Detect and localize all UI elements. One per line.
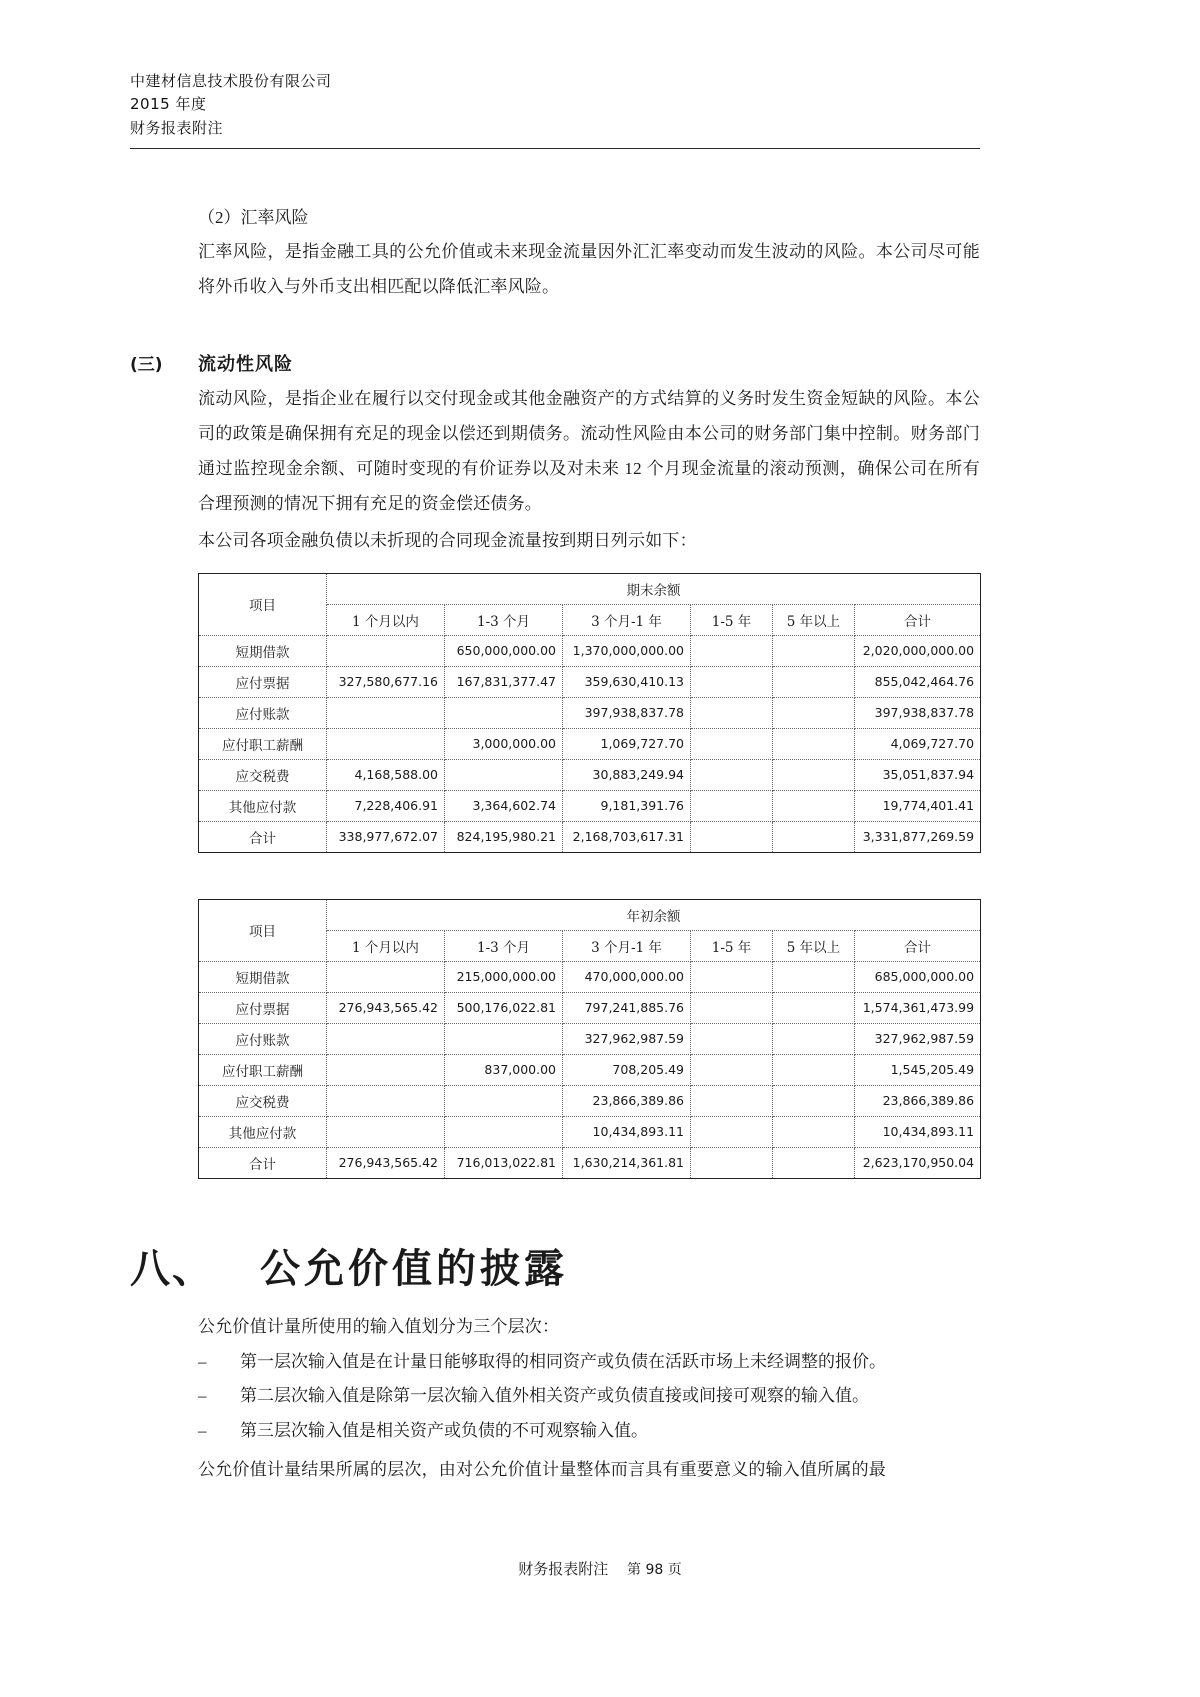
total-value [691, 821, 773, 852]
row-label: 应付账款 [199, 697, 327, 728]
table-period-end-wrap [198, 573, 980, 853]
liquidity-risk-title: 流动性风险 [198, 354, 293, 375]
row-value [691, 1023, 773, 1054]
row-value: 2,020,000,000.00 [855, 635, 981, 666]
table-total-row [199, 821, 981, 852]
col-header-item: 项目 [199, 573, 327, 635]
table-row [199, 1116, 981, 1147]
row-value [327, 1023, 445, 1054]
row-value: 35,051,837.94 [855, 759, 981, 790]
fair-value-lead: 公允价值计量所使用的输入值划分为三个层次： [198, 1316, 560, 1336]
total-label: 合计 [199, 1147, 327, 1178]
list-item [198, 1345, 980, 1380]
row-value [773, 1085, 855, 1116]
total-value: 2,623,170,950.04 [855, 1147, 981, 1178]
row-value: 837,000.00 [445, 1054, 563, 1085]
row-value [773, 961, 855, 992]
list-item-text: 第二层次输入值是除第一层次输入值外相关资产或负债直接或间接可观察的输入值。 [240, 1386, 869, 1406]
row-value: 708,205.49 [563, 1054, 691, 1085]
fair-value-heading [130, 1237, 980, 1294]
row-value [327, 697, 445, 728]
row-label: 应付票据 [199, 666, 327, 697]
liquidity-risk-paragraph: 流动风险，是指企业在履行以交付现金或其他金融资产的方式结算的义务时发生资金短缺的风险。本公司的政策是确保拥有充足的现金以偿还到期债务。流动性风险由本公司的财务部门集中控制。财务部门通过监控现金余额、可随时变现的有价证券以及对未来 12 个月现金流量的滚动预测，确保公司在所有合理预测的情况下拥有充足的资金偿还债务。 [198, 389, 980, 513]
row-value: 23,866,389.86 [563, 1085, 691, 1116]
row-value: 397,938,837.78 [563, 697, 691, 728]
table-row [199, 961, 981, 992]
row-value: 10,434,893.11 [855, 1116, 981, 1147]
row-value: 4,168,588.00 [327, 759, 445, 790]
row-value: 470,000,000.00 [563, 961, 691, 992]
list-item-text: 第一层次输入值是在计量日能够取得的相同资产或负债在活跃市场上未经调整的报价。 [240, 1351, 886, 1371]
total-value: 716,013,022.81 [445, 1147, 563, 1178]
table-period-begin [198, 899, 981, 1179]
row-value [327, 1116, 445, 1147]
row-value: 327,962,987.59 [563, 1023, 691, 1054]
total-value: 338,977,672.07 [327, 821, 445, 852]
table-period-begin-wrap [198, 899, 980, 1179]
exchange-risk-title: （2）汇率风险 [198, 207, 309, 227]
table-period-end [198, 573, 981, 853]
row-value [445, 759, 563, 790]
col-header-item: 项目 [199, 899, 327, 961]
row-value [773, 790, 855, 821]
row-label: 应付职工薪酬 [199, 1054, 327, 1085]
fair-value-number: 八、 [130, 1244, 214, 1292]
row-value [773, 1023, 855, 1054]
row-value: 359,630,410.13 [563, 666, 691, 697]
row-value: 500,176,022.81 [445, 992, 563, 1023]
col-header-2: 3 个月-1 年 [563, 604, 691, 635]
row-value [691, 666, 773, 697]
liquidity-risk-heading [130, 350, 980, 376]
list-item [198, 1379, 980, 1414]
table-row [199, 573, 981, 604]
col-header-3: 1-5 年 [691, 930, 773, 961]
row-value: 10,434,893.11 [563, 1116, 691, 1147]
header-company: 中建材信息技术股份有限公司 [130, 72, 332, 90]
row-value: 685,000,000.00 [855, 961, 981, 992]
row-value [691, 961, 773, 992]
total-value: 2,168,703,617.31 [563, 821, 691, 852]
row-value: 23,866,389.86 [855, 1085, 981, 1116]
dash-icon: – [198, 1351, 207, 1371]
row-value: 327,580,677.16 [327, 666, 445, 697]
table-row [199, 992, 981, 1023]
row-value [691, 728, 773, 759]
row-label: 应付账款 [199, 1023, 327, 1054]
dash-icon: – [198, 1421, 207, 1441]
row-value [773, 697, 855, 728]
row-label: 应付职工薪酬 [199, 728, 327, 759]
row-value [773, 1054, 855, 1085]
row-value [327, 728, 445, 759]
row-value [691, 635, 773, 666]
header-divider [130, 148, 980, 149]
total-value: 3,331,877,269.59 [855, 821, 981, 852]
row-value: 30,883,249.94 [563, 759, 691, 790]
row-value: 327,962,987.59 [855, 1023, 981, 1054]
table-row [199, 759, 981, 790]
row-label: 应付票据 [199, 992, 327, 1023]
col-header-3: 1-5 年 [691, 604, 773, 635]
total-value [691, 1147, 773, 1178]
row-value [327, 635, 445, 666]
total-value [773, 821, 855, 852]
group-header: 年初余额 [327, 899, 981, 930]
row-value [691, 1054, 773, 1085]
row-value: 9,181,391.76 [563, 790, 691, 821]
row-value [773, 992, 855, 1023]
table-total-row [199, 1147, 981, 1178]
list-item [198, 1414, 980, 1449]
row-value: 4,069,727.70 [855, 728, 981, 759]
table-row [199, 728, 981, 759]
row-label: 应交税费 [199, 759, 327, 790]
row-value: 1,069,727.70 [563, 728, 691, 759]
total-label: 合计 [199, 821, 327, 852]
section-exchange-risk [130, 201, 980, 305]
row-value: 215,000,000.00 [445, 961, 563, 992]
row-label: 其他应付款 [199, 790, 327, 821]
row-label: 应交税费 [199, 1085, 327, 1116]
row-value: 650,000,000.00 [445, 635, 563, 666]
row-value [773, 1116, 855, 1147]
row-value [445, 1085, 563, 1116]
table-row [199, 635, 981, 666]
fair-value-title: 公允价值的披露 [260, 1244, 568, 1292]
row-value [773, 635, 855, 666]
table-row [199, 697, 981, 728]
row-value [773, 728, 855, 759]
col-header-0: 1 个月以内 [327, 604, 445, 635]
table-row [199, 899, 981, 930]
row-value [445, 697, 563, 728]
row-value [691, 697, 773, 728]
col-header-5: 合计 [855, 604, 981, 635]
total-value [773, 1147, 855, 1178]
list-item-text: 第三层次输入值是相关资产或负债的不可观察输入值。 [240, 1421, 648, 1441]
col-header-4: 5 年以上 [773, 930, 855, 961]
row-value [691, 992, 773, 1023]
document-header [130, 70, 980, 140]
row-value: 397,938,837.78 [855, 697, 981, 728]
row-value: 855,042,464.76 [855, 666, 981, 697]
row-value: 1,370,000,000.00 [563, 635, 691, 666]
row-value: 1,574,361,473.99 [855, 992, 981, 1023]
row-value [327, 1085, 445, 1116]
total-value: 824,195,980.21 [445, 821, 563, 852]
table-row [199, 666, 981, 697]
row-value: 797,241,885.76 [563, 992, 691, 1023]
row-value: 3,364,602.74 [445, 790, 563, 821]
total-value: 276,943,565.42 [327, 1147, 445, 1178]
row-value [327, 1054, 445, 1085]
row-value [691, 1116, 773, 1147]
table-row [199, 1023, 981, 1054]
col-header-4: 5 年以上 [773, 604, 855, 635]
exchange-risk-paragraph: 汇率风险，是指金融工具的公允价值或未来现金流量因外汇汇率变动而发生波动的风险。本公司尽可能将外币收入与外币支出相匹配以降低汇率风险。 [198, 241, 980, 296]
row-label: 其他应付款 [199, 1116, 327, 1147]
row-value: 19,774,401.41 [855, 790, 981, 821]
liquidity-risk-table-lead: 本公司各项金融负债以未折现的合同现金流量按到期日列示如下： [198, 530, 697, 550]
page-content [130, 70, 980, 1488]
table-row [199, 1085, 981, 1116]
group-header: 期末余额 [327, 573, 981, 604]
row-value [445, 1116, 563, 1147]
row-value: 3,000,000.00 [445, 728, 563, 759]
row-value: 1,545,205.49 [855, 1054, 981, 1085]
header-year: 2015 年度 [130, 95, 207, 114]
row-value [773, 759, 855, 790]
footer-label: 财务报表附注 [518, 1560, 609, 1578]
row-value [445, 1023, 563, 1054]
page-footer [0, 1558, 1200, 1579]
col-header-1: 1-3 个月 [445, 930, 563, 961]
row-value [327, 961, 445, 992]
dash-icon: – [198, 1386, 207, 1406]
row-value [691, 790, 773, 821]
col-header-0: 1 个月以内 [327, 930, 445, 961]
fair-value-closing: 公允价值计量结果所属的层次，由对公允价值计量整体而言具有重要意义的输入值所属的最 [198, 1460, 886, 1480]
row-value [773, 666, 855, 697]
header-doc-type: 财务报表附注 [130, 118, 224, 137]
row-value: 167,831,377.47 [445, 666, 563, 697]
table-row [199, 790, 981, 821]
row-label: 短期借款 [199, 635, 327, 666]
col-header-5: 合计 [855, 930, 981, 961]
total-value: 1,630,214,361.81 [563, 1147, 691, 1178]
row-value [691, 759, 773, 790]
row-value [691, 1085, 773, 1116]
col-header-2: 3 个月-1 年 [563, 930, 691, 961]
col-header-1: 1-3 个月 [445, 604, 563, 635]
row-label: 短期借款 [199, 961, 327, 992]
row-value: 276,943,565.42 [327, 992, 445, 1023]
table-row [199, 1054, 981, 1085]
liquidity-risk-number: (三) [130, 355, 163, 376]
footer-page-number: 第 98 页 [627, 1562, 682, 1578]
row-value: 7,228,406.91 [327, 790, 445, 821]
